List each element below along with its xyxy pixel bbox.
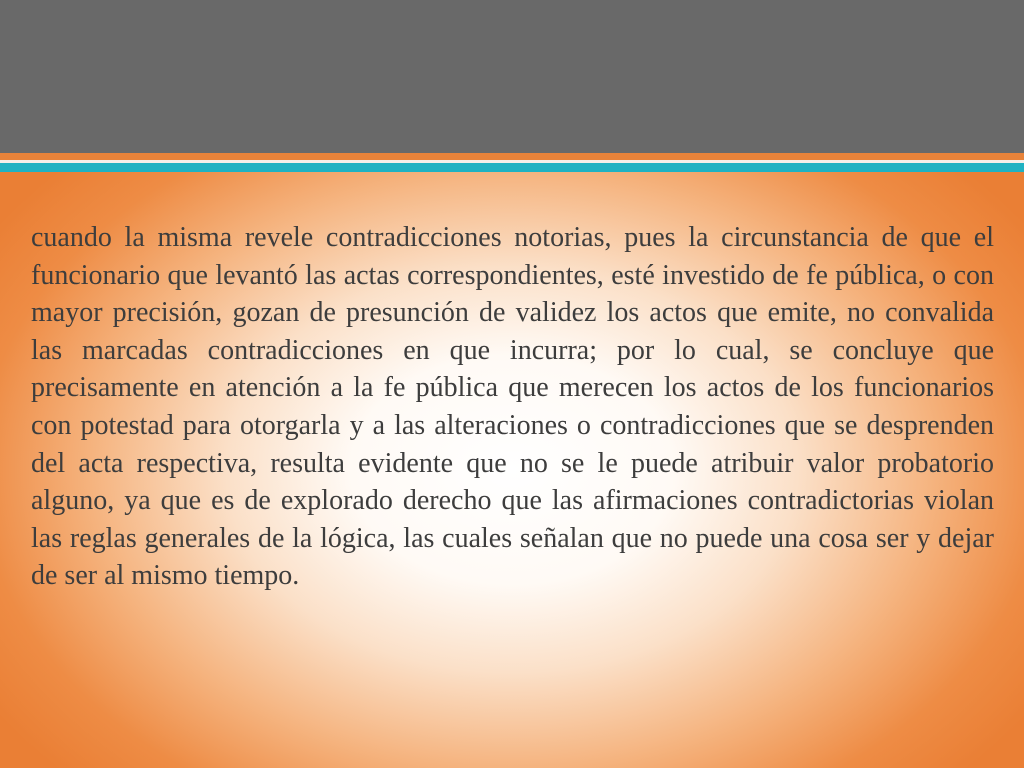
header-band [0, 0, 1024, 153]
orange-stripe [0, 153, 1024, 160]
teal-stripe [0, 163, 1024, 172]
body-paragraph: cuando la misma revele contradicciones notorias, pues la circunstancia de que el funcionario que levantó las actas correspondientes, esté investido de fe pública, o con mayor precisión, gozan de presunción de validez los actos que emite, no convalida las marcadas contradicciones en que incurra; por lo cual, se concluye que precisamente en atención a la fe pública que merecen los actos de los funcionarios con potestad para otorgarla y a las alteraciones o contradicciones que se desprenden del acta respectiva, resulta evidente que no se le puede atribuir valor probatorio alguno, ya que es de explorado derecho que las afirmaciones contradictorias violan las reglas generales de la lógica, las cuales señalan que no puede una cosa ser y dejar de ser al mismo tiempo. [31, 222, 994, 592]
